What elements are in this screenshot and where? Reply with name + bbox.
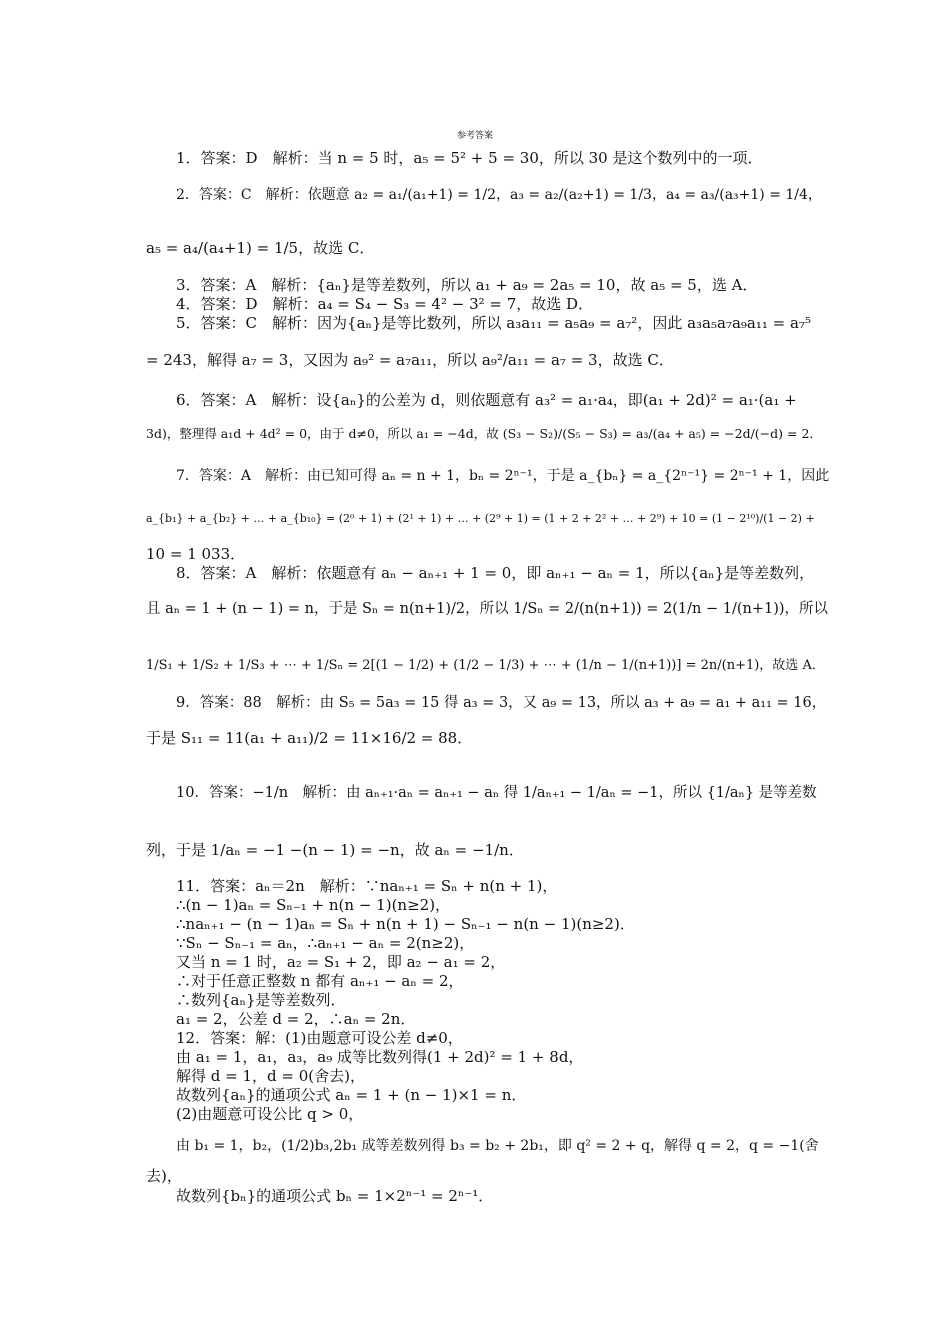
page-title: 参考答案 [456,131,493,141]
text-line: 5．答案：C 解析：因为{aₙ}是等比数列，所以 a₃a₁₁ = a₅a₉ = a₇²，因此 a₃a₅a₇a₉a₁₁ = a₇⁵ [176,314,811,332]
text-line: ∴数列{aₙ}是等差数列． [176,991,346,1009]
text-line: 7．答案：A 解析：由已知可得 aₙ = n + 1，bₙ = 2ⁿ⁻¹，于是 a_{bₙ} = a_{2ⁿ⁻¹} = 2ⁿ⁻¹ + 1，因此 [176,468,830,484]
text-line: 于是 S₁₁ = 11(a₁ + a₁₁)/2 = 11×16/2 = 88． [146,729,473,747]
text-line: = 243，解得 a₇ = 3，又因为 a₉² = a₇a₁₁，所以 a₉²/a₁₁ = a₇ = 3，故选 C． [146,351,674,369]
text-line: (2)由题意可设公比 q > 0， [176,1105,364,1123]
text-line: 8．答案：A 解析：依题意有 aₙ − aₙ₊₁ + 1 = 0，即 aₙ₊₁ − aₙ = 1，所以{aₙ}是等差数列， [176,564,815,582]
text-line: 11．答案：aₙ＝2n 解析：∵naₙ₊₁ = Sₙ + n(n + 1)， [176,877,558,895]
text-line: 由 a₁ = 1，a₁，a₃，a₉ 成等比数列得(1 + 2d)² = 1 + 8d， [176,1048,584,1066]
text-line: 1/S₁ + 1/S₂ + 1/S₃ + ⋯ + 1/Sₙ = 2[(1 − 1/2) + (1/2 − 1/3) + ⋯ + (1/n − 1/(n+1))] = 2n/(n+1)，故选 A． [146,658,825,673]
text-line: 9．答案：88 解析：由 S₅ = 5a₃ = 15 得 a₃ = 3，又 a₉ = 13，所以 a₃ + a₉ = a₁ + a₁₁ = 16， [176,695,827,711]
text-line: ∵Sₙ − Sₙ₋₁ = aₙ，∴aₙ₊₁ − aₙ = 2(n≥2)， [176,934,475,952]
text-line: 12．答案：解：(1)由题意可设公差 d≠0， [176,1029,463,1047]
text-line: 故数列{aₙ}的通项公式 aₙ = 1 + (n − 1)×1 = n． [176,1086,527,1104]
text-line: 6．答案：A 解析：设{aₙ}的公差为 d，则依题意有 a₃² = a₁·a₄，即(a₁ + 2d)² = a₁·(a₁ + [176,391,797,409]
text-line: ∴对于任意正整数 n 都有 aₙ₊₁ − aₙ = 2， [176,972,464,990]
text-line: 2．答案：C 解析：依题意 a₂ = a₁/(a₁+1) = 1/2，a₃ = a₂/(a₂+1) = 1/3，a₄ = a₃/(a₃+1) = 1/4， [176,187,822,203]
text-line: 4．答案：D 解析：a₄ = S₄ − S₃ = 4² − 3² = 7，故选 D． [176,295,594,313]
text-line: 列，于是 1/aₙ = −1 −(n − 1) = −n，故 aₙ = −1/n． [146,841,524,859]
text-line: 10 = 1 033． [146,545,246,563]
text-line: 又当 n = 1 时，a₂ = S₁ + 2，即 a₂ − a₁ = 2， [176,953,506,971]
text-line: a₁ = 2，公差 d = 2，∴aₙ = 2n． [176,1010,416,1028]
text-line: ∴naₙ₊₁ − (n − 1)aₙ = Sₙ + n(n + 1) − Sₙ₋₁ − n(n − 1)(n≥2)． [176,915,635,933]
text-line: ∴(n − 1)aₙ = Sₙ₋₁ + n(n − 1)(n≥2)， [176,896,451,914]
text-line: 故数列{bₙ}的通项公式 bₙ = 1×2ⁿ⁻¹ = 2ⁿ⁻¹． [176,1187,494,1205]
text-line: 去)， [146,1167,182,1185]
text-line: a₅ = a₄/(a₄+1) = 1/5，故选 C． [146,239,375,257]
text-line: 10．答案：−1/n 解析：由 aₙ₊₁·aₙ = aₙ₊₁ − aₙ 得 1/aₙ₊₁ − 1/aₙ = −1，所以 {1/aₙ} 是等差数 [176,785,817,801]
text-line: 1．答案：D 解析：当 n = 5 时，a₅ = 5² + 5 = 30，所以 30 是这个数列中的一项． [176,149,763,167]
text-line: 3．答案：A 解析：{aₙ}是等差数列，所以 a₁ + a₉ = 2a₅ = 10，故 a₅ = 5，选 A． [176,276,758,294]
text-line: a_{b₁} + a_{b₂} + … + a_{b₁₀} = (2⁰ + 1) + (2¹ + 1) + … + (2⁹ + 1) = (1 + 2 + 2² + … + 2⁹) + 10 = (1 − 2¹⁰)/(1 − 2) + [146,512,815,525]
text-line: 由 b₁ = 1，b₂，(1/2)b₃,2b₁ 成等差数列得 b₃ = b₂ + 2b₁，即 q² = 2 + q，解得 q = 2，q = −1(舍 [176,1138,819,1154]
text-line: 解得 d = 1，d = 0(舍去)， [176,1067,365,1085]
text-line: 3d)，整理得 a₁d + 4d² = 0，由于 d≠0，所以 a₁ = −4d，故 (S₃ − S₂)/(S₅ − S₃) = a₃/(a₄ + a₅) = −2d/(−d) = 2． [146,426,822,441]
text-line: 且 aₙ = 1 + (n − 1) = n，于是 Sₙ = n(n+1)/2，所以 1/Sₙ = 2/(n(n+1)) = 2(1/n − 1/(n+1))，所以 [146,601,829,617]
